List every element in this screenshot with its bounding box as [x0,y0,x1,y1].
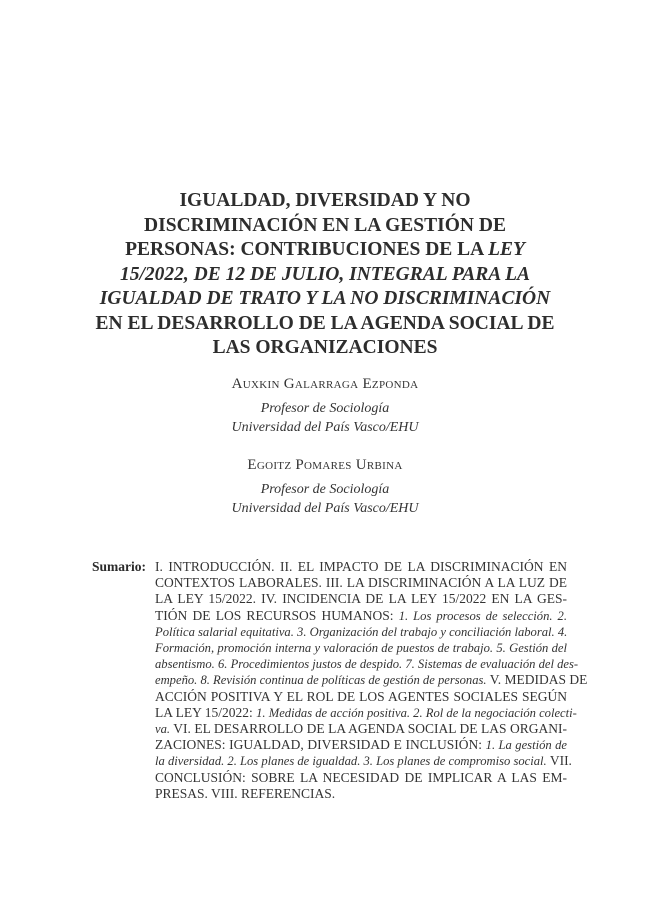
title-line [70,336,580,361]
summary-line [155,575,567,591]
summary-section-text: LA LEY 15/2022: [155,704,257,720]
title-text: IGUALDAD, DIVERSIDAD Y NO [179,190,471,212]
author-institution: Universidad del País Vasco/EHU [231,501,419,516]
summary-line [155,770,567,786]
title-line [70,238,580,263]
summary-section-text: CONTEXTOS LABORALES. III. LA DISCRIMINACIÓN A LA LUZ DE [155,575,567,591]
summary-line [155,672,588,688]
summary-subsection-text: 1. Medidas de acción positiva. 2. Rol de la negociación colecti- [256,705,577,720]
summary-subsection-text: Formación, promoción interna y valoración de puestos de trabajo. 5. Gestión del [155,641,567,656]
summary-subsection-text: empeño. 8. Revisión continua de políticas de gestión de personas. [155,673,487,688]
summary-subsection-text: 1. La gestión de [485,738,567,753]
summary-line [155,721,567,737]
summary-line [155,704,577,721]
summary-line [155,559,567,575]
summary-subsection-text: absentismo. 6. Procedimientos justos de despido. 7. Sistemas de evaluación del des- [155,657,579,672]
title-line [70,214,580,239]
summary-subsection-text: va. [155,722,171,737]
summary-section-text: LA LEY 15/2022. IV. INCIDENCIA DE LA LEY 15/2022 EN LA GES- [155,591,567,607]
summary-section-text: ACCIÓN POSITIVA Y EL ROL DE LOS AGENTES SOCIALES SEGÚN [155,688,567,704]
summary-line [155,591,567,607]
author-role: Profesor de Sociología [260,482,390,497]
summary-line [155,689,567,705]
author-name: Egoitz Pomares Urbina [247,457,403,473]
summary-line [155,624,567,640]
summary-label: Sumario: [92,559,146,574]
title-line [70,263,580,288]
summary-line [155,753,572,769]
title-line [70,312,580,337]
title-text: DISCRIMINACIÓN EN LA GESTIÓN DE [144,214,506,236]
title-italic-text: IGUALDAD DE TRATO Y LA NO DISCRIMINACIÓN [99,288,551,310]
summary-line [155,786,567,802]
author-block-2 [0,457,650,518]
summary-line [155,656,579,672]
summary-section-text: I. INTRODUCCIÓN. II. EL IMPACTO DE LA DISCRIMINACIÓN EN [155,559,567,574]
summary-line [155,737,567,753]
title-line [70,189,580,214]
summary-section-text: PRESAS. VIII. REFERENCIAS. [155,785,336,801]
author-block-1 [0,376,650,437]
author-name: Auxkin Galarraga Ezponda [231,376,419,392]
title-text: EN EL DESARROLLO DE LA AGENDA SOCIAL DE [95,312,555,334]
summary-section-text: V. MEDIDAS DE [486,672,588,688]
summary-section-text: TIÓN DE LOS RECURSOS HUMANOS: [155,607,399,623]
title-text: PERSONAS: CONTRIBUCIONES DE LA [125,239,489,261]
paper-title [70,189,580,361]
summary-line [155,608,567,624]
title-line [70,287,580,312]
summary-section-text: ZACIONES: IGUALDAD, DIVERSIDAD E INCLUSIÓN: [155,737,486,753]
author-institution: Universidad del País Vasco/EHU [231,420,419,435]
summary-subsection-text: 1. Los procesos de selección. 2. [398,608,567,623]
title-text: LAS ORGANIZACIONES [212,337,438,359]
summary-section-text: VII. [546,753,572,769]
summary-text [155,559,588,802]
summary-subsection-text: la diversidad. 2. Los planes de igualdad. 3. Los planes de compromiso social. [155,754,547,769]
summary-line [155,640,567,656]
summary-section-text: CONCLUSIÓN: SOBRE LA NECESIDAD DE IMPLICAR A LAS EM- [155,769,567,785]
title-italic-text: 15/2022, DE 12 DE JULIO, INTEGRAL PARA LA [119,263,531,285]
summary-section-text: VI. EL DESARROLLO DE LA AGENDA SOCIAL DE LAS ORGANI- [170,721,567,737]
summary-subsection-text: Política salarial equitativa. 3. Organización del trabajo y conciliación laboral. 4. [155,624,568,639]
author-role: Profesor de Sociología [260,401,390,416]
title-italic-text: LEY [488,239,525,261]
